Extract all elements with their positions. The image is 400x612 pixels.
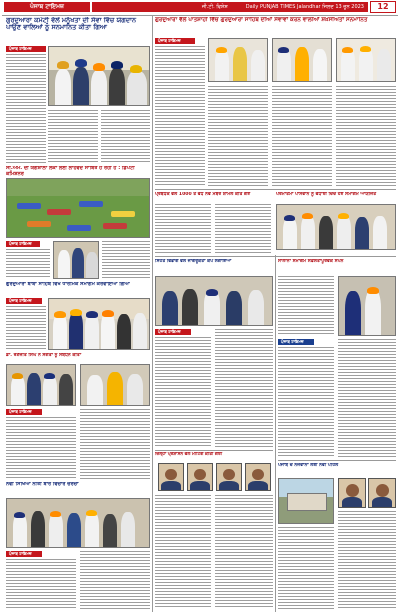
- article-text: [155, 337, 211, 447]
- news-photo: [276, 204, 396, 250]
- story-headline: ਪਰਮਾਤਮਾ ਪਾਸਵਾਨ ਨੂੰ ਵਧਾਈ ਦਿੰਦੇ ਹੋਏ ਸਮਾਗਮ ਆਯੋਜਿਤ: [276, 192, 377, 197]
- section-bar: [92, 2, 368, 12]
- article-text: [6, 306, 46, 350]
- article-text: [278, 527, 334, 609]
- story-headline: ਪੰਜਾਬ ਦੇ ਨੌਜਵਾਨਾਂ ਲਈ ਨਵੀਂ ਪਹਿਲ: [278, 463, 339, 468]
- news-photo: [53, 241, 99, 279]
- news-photo: [48, 46, 150, 106]
- story-headline: ਗੁਰਦੁਆਰਾ ਬਾਬਾ ਸਾਹਿਬ ਵਿਖੇ ਧਾਰਮਿਕ ਸਮਾਗਮ ਕਰਵਾਇਆ ਗਿਆ: [6, 282, 130, 287]
- article-text: [6, 249, 50, 279]
- article-text: [278, 347, 334, 457]
- byline: ਪੰਜਾਬ ਟਾਇਮਜ਼: [6, 298, 42, 304]
- portrait-photo: [158, 463, 184, 491]
- news-photo: [208, 38, 268, 82]
- article-text: [80, 551, 150, 609]
- portrait-photo: [216, 463, 242, 491]
- news-photo: [338, 276, 396, 336]
- news-photo: [272, 38, 332, 82]
- story-headline: ਨਵੀਂ ਸਿੱਖਿਆ ਨੀਤੀ ਬਾਰੇ ਵਿਚਾਰ ਚਰਚਾ: [6, 482, 79, 487]
- story-headline: ਗੁਰਦੁਆਰਾ ਕਮੇਟੀ ਵੱਲੋਂ ਮਨੁੱਖਤਾ ਦੀ ਸੇਵਾ ਵਿੱਚ ਯੋਗਦਾਨ ਪਾਉਣ ਵਾਲਿਆਂ ਨੂੰ ਸਨਮਾਨਿਤ ਕੀਤਾ ਗਿਆ: [6, 17, 137, 32]
- news-photo: [48, 298, 150, 350]
- article-text: [102, 241, 150, 279]
- article-text: [278, 276, 334, 336]
- byline: ਪੰਜਾਬ ਟਾਇਮਜ਼: [155, 329, 191, 335]
- article-text: [208, 86, 268, 186]
- story-headline: ਪ੍ਰਬੰਧਕ ਵੱਲੋਂ 1000 ਤੋਂ ਵੱਧ ਨਵੇਂ ਮੈਂਬਰ ਸ਼ਾਮਲ ਕੀਤੇ ਗਏ: [155, 192, 251, 197]
- article-text: [6, 54, 46, 164]
- byline: ਪੰਜਾਬ ਟਾਇਮਜ਼: [6, 551, 42, 557]
- portrait-photo: [338, 478, 366, 508]
- story-headline: ਸੀ.ਐਮ. ਦੀ ਯੋਗਸ਼ਾਲਾ ਲੋਕਾਂ ਲਈ ਲਾਹੇਵੰਦ ਸਾਬਿਤ ਹੋ ਰਹੀ ਹੈ : ਡਿਪਟੀ ਕਮਿਸ਼ਨਰ: [6, 166, 135, 176]
- byline: ਪੰਜਾਬ ਟਾਇਮਜ਼: [278, 339, 314, 345]
- section-title: ਜੀ.ਟੀ. ਵਿਸ਼ੇਸ਼: [202, 4, 228, 10]
- column-divider: [275, 255, 276, 612]
- yoga-photo: [6, 178, 150, 238]
- masthead: [0, 0, 400, 14]
- article-text: [80, 409, 150, 479]
- byline: ਪੰਜਾਬ ਟਾਇਮਜ਼: [6, 241, 40, 247]
- article-text: [155, 46, 205, 186]
- section-rule: [155, 256, 396, 257]
- portrait-photo: [187, 463, 213, 491]
- article-text: [6, 559, 76, 609]
- lead-headline: ਗੁਰਦੁਆਰਾ ਵੱਲੋਂ ਪਾਤਸ਼ਾਹੀ ਵਿੱਚ ਗੁਰਦੁਆਰਾ ਸਾਹਿਬ ਦੀਆਂ ਸੇਵਾਵਾਂ ਕਰਨ ਵਾਲੀਆਂ ਸ਼ਖ਼ਸੀਅਤਾਂ ਸਨਮਾਨਿਤ: [155, 17, 368, 23]
- news-photo: [155, 276, 273, 326]
- article-text: [101, 110, 150, 164]
- story-headline: ਸਿਹਤ ਵਿਭਾਗ ਵੱਲੋਂ ਜਾਗਰੂਕਤਾ ਕੈਂਪ ਲਗਾਇਆ: [155, 259, 232, 264]
- portrait-photo: [245, 463, 271, 491]
- story-headline: ਜ਼ਿਲ੍ਹਾ ਪ੍ਰਸ਼ਾਸਨ ਵੱਲੋਂ ਮੀਟਿੰਗ ਕੀਤੀ ਗਈ: [155, 452, 223, 457]
- article-text: [48, 110, 98, 164]
- news-photo: [336, 38, 396, 82]
- portrait-photo: [368, 478, 396, 508]
- byline: ਪੰਜਾਬ ਟਾਇਮਜ਼: [155, 38, 195, 44]
- masthead-rule: [2, 15, 398, 16]
- article-text: [6, 417, 76, 479]
- issue-date: Daily PUNJAB TIMES Jalandhar ਜਿਲਦ 13 ਜੂਨ 2023: [245, 4, 364, 10]
- news-photo: [278, 478, 334, 524]
- column-divider: [152, 16, 153, 612]
- article-text: [272, 86, 332, 186]
- story-headline: ਸਾਲਾਨਾ ਸਮਾਗਮ ਸਫ਼ਲਤਾਪੂਰਵਕ ਸੰਪੰਨ: [278, 259, 344, 264]
- article-text: [336, 86, 396, 186]
- byline: ਪੰਜਾਬ ਟਾਇਮਜ਼: [6, 46, 46, 52]
- article-text: [155, 204, 211, 254]
- newspaper-name: ਪੰਜਾਬ ਟਾਇਮਜ਼: [4, 2, 90, 12]
- article-text: [215, 495, 273, 609]
- news-photo: [80, 364, 150, 406]
- news-photo: [6, 498, 150, 548]
- section-rule: [278, 460, 396, 461]
- article-text: [215, 329, 273, 447]
- article-text: [155, 495, 211, 609]
- section-rule: [155, 450, 273, 451]
- story-headline: ਡਾ. ਰਣਜੀਤ ਸਿੰਘ ਨੇ ਸੰਗਤਾਂ ਨੂੰ ਸੰਬੋਧਨ ਕੀਤਾ: [6, 353, 82, 358]
- byline: ਪੰਜਾਬ ਟਾਇਮਜ਼: [6, 409, 42, 415]
- article-text: [215, 204, 271, 254]
- page-number: 12: [370, 1, 396, 13]
- news-photo: [6, 364, 76, 406]
- article-text: [338, 339, 396, 457]
- article-text: [338, 511, 396, 609]
- section-rule: [155, 189, 396, 190]
